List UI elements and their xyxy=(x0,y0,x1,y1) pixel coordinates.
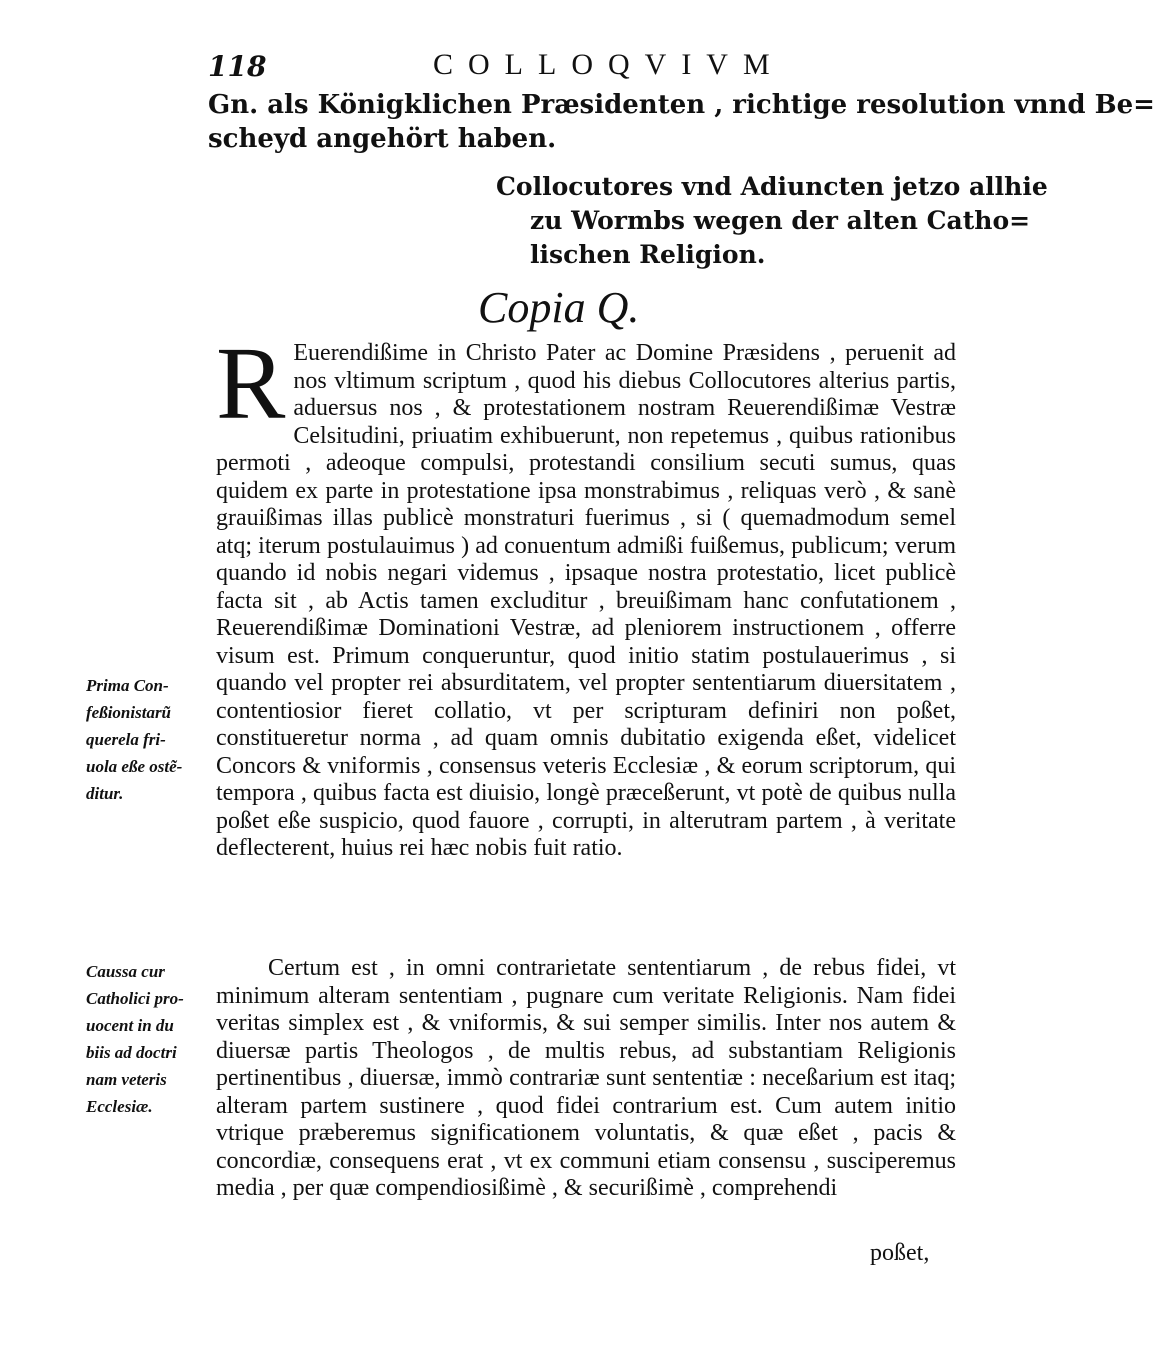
margin-note-line: Caussa cur xyxy=(86,962,165,981)
margin-note-line: nam veteris xyxy=(86,1070,167,1089)
addressee-line: lischen Religion. xyxy=(530,240,766,269)
paragraph-2 xyxy=(216,955,956,1203)
paragraph-2-text: Certum est , in omni contrarietate sententiarum , de rebus fidei, vt minimum alteram sententiam , pugnare cum veritate Religionis. Nam fidei veritas simplex est , & vniformis, & sui semper similis. Inter nos autem & diuersæ partis Theologos , de multis rebus, ad substantiam Religionis pertinentibus , diuersæ, immò contrariæ sunt sententiæ : neceßarium est itaq; alteram partem sustinere , quod fidei contrarium est. Cum autem initio vtrique præberemus significationem voluntatis, & quæ eßet , pacis & concordiæ, consequens erat , vt ex communi etiam consensu , susciperemus media , per quæ compendiosißimè , & securißimè , comprehendi xyxy=(216,955,956,1201)
addressee-line: zu Wormbs wegen der alten Catho= xyxy=(530,206,1031,235)
drop-cap: R xyxy=(216,326,286,441)
margin-note-line: Prima Con- xyxy=(86,676,169,695)
addressee-line: Collocutores vnd Adiuncten jetzo allhie xyxy=(496,172,1048,201)
margin-note xyxy=(86,672,211,807)
paragraph-1-text: Euerendißime in Christo Pater ac Domine Præsidens , peruenit ad nos vltimum scriptum , quod his diebus Collocutores alterius partis, aduersus nos , & protestationem nostram Reuerendißimæ Vestræ Celsitudini, priuatim exhibuerunt, non repetemus , quibus rationibus permoti , adeoque compulsi, protestandi consilium secuti sumus, quas quidem ex parte in protestatione ipsa monstrabimus , reliquas verò , & sanè grauißimas illas publicè monstraturi fuerimus , si ( quemadmodum semel atq; iterum postulauimus ) ad conuentum admißi fuißemus, publicum; verum quando id nobis negari videmus , ipsaque nostra protestatio, licet publicè facta sit , ab Actis tamen excluditur , breuißimam hanc confutationem , Reuerendißimæ Dominationi Vestræ, ad pleniorem instructionem , offerre visum est. Primum conqueruntur, quod initio statim postulauerimus , si quando vel propter rei absurditatem, vel propter sententiarum diuersitatem , contentiosior fieret collatio, vt per scripturam definiri non poßet, constitueretur norma , ad quam omnis dubitatio exigenda eßet, videlicet Concors & vniformis , consensus veteris Ecclesiæ , & eorum scriptorum, qui tempora , quibus facta est diuisio, longè præceßerunt, vt potè de quibus nulla poßet eße suspicio, quod fauore , corrupti, in alterutram partem , à veritate deflecterent, huius rei hæc nobis fuit ratio. xyxy=(216,340,956,861)
catchword: poßet, xyxy=(870,1240,930,1266)
page-number: 118 xyxy=(208,50,267,83)
margin-note-line: querela fri- xyxy=(86,730,166,749)
intro-line: scheyd angehört haben. xyxy=(208,124,557,154)
section-heading: Copia Q. xyxy=(478,283,640,332)
margin-note-line: ditur. xyxy=(86,784,124,803)
margin-note xyxy=(86,958,211,1120)
margin-note-line: Catholici pro- xyxy=(86,989,184,1008)
running-title: COLLOQVIVM xyxy=(433,48,785,81)
margin-note-line: uola eße ostẽ- xyxy=(86,757,183,776)
page-header xyxy=(208,48,968,88)
margin-note-line: biis ad doctri xyxy=(86,1043,177,1062)
margin-note-line: feßionistarũ xyxy=(86,703,172,722)
margin-note-line: uocent in du xyxy=(86,1016,174,1035)
margin-note-line: Ecclesiæ. xyxy=(86,1097,153,1116)
paragraph-1 xyxy=(216,326,956,863)
intro-line: Gn. als Königklichen Præsidenten , richtige resolution vnnd Be= xyxy=(208,90,1155,120)
